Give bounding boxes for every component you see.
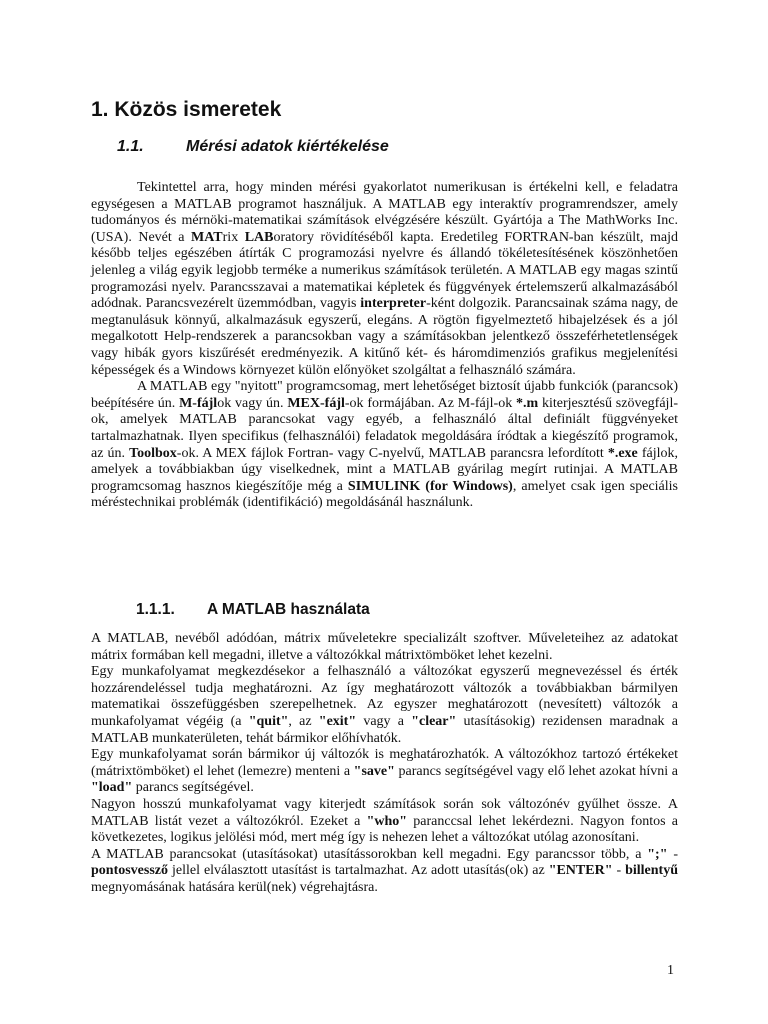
text-run: vagy a xyxy=(356,713,412,729)
text-run: ok vagy ún. xyxy=(217,395,288,411)
text-run: parancs segítségével. xyxy=(132,780,254,796)
section-number: 1.1. xyxy=(117,138,144,155)
text-run: megnyomásának hatására kerül(nek) végrehajtásra. xyxy=(91,879,378,895)
text-run: jellel elválasztott utasítást is tartalmazhat. Az adott utasítás(ok) az xyxy=(168,863,549,879)
text-run: Nagyon hosszú munkafolyamat vagy kiterjedt számítások során sok változónév gyűlhet össze. A MATLAB listát vezet a változókról. Ezeket a xyxy=(91,796,678,829)
text-run: Egy munkafolyamat megkezdésekor a felhasználó a változókat egyszerű megnevezéssel és érték hozzárendeléssel tudja meghatározni. Az így meghatározott változók a továbbiakban bármilyen matematikai összefüggésben szerepelhetnek. Az egyszer meghatározott (nevesített) változók a munkafolyamat végéig (a xyxy=(91,664,678,729)
bold-text: pontosvessző xyxy=(91,863,169,879)
text-run: Tekintettel arra, hogy minden mérési gyakorlatot numerikusan is értékelni kell, e feladatra egységesen a MATLAB programot használjuk. A MATLAB egy interaktív programrendszer, amely tudományos és mérnöki-matematikai számítások elvégzésére készült. Gyártója a The MathWorks Inc. (USA). Nevét a xyxy=(91,180,678,245)
text-run: , amelyet csak igen speciális méréstechnikai problémák (identifikáció) megoldásánál használunk. xyxy=(91,478,679,511)
subsection-title: A MATLAB használata xyxy=(207,601,370,618)
bold-text: "clear" xyxy=(411,713,457,729)
bold-text: ";" xyxy=(647,846,668,862)
text-run: A MATLAB egy "nyitott" programcsomag, mert lehetőséget biztosít újabb funkciók (parancsok) beépítésére ún. xyxy=(91,379,678,411)
bold-text: LAB xyxy=(244,229,274,245)
text-run: parancs segítségével vagy elő lehet azokat hívni a xyxy=(394,763,678,779)
bold-text: Toolbox xyxy=(129,445,177,461)
text-run: utasításokig) rezidensen maradnak a MATLAB munkaterületen, tehát bármikor előhívhatók. xyxy=(91,713,679,746)
bold-text: "exit" xyxy=(318,713,357,729)
text-run: , az xyxy=(288,713,319,729)
text-run: -ként dolgozik. Parancsainak száma nagy, de megtanulásuk könnyű, alkalmazásuk egyszerű, elegáns. A rögtön figyelmeztető hibajelzések és a jól megalkotott Help-rendszerek a parancsokban vagy a számításokban jelentkező összeférhetetlenségek vagy hibák gyors kiszűrését eredményezik. A kitűnő két- és háromdimenziós grafikus megjelenítési képességek és a Windows környezet külön előnyöket szolgáltat a felhasználó számára. xyxy=(91,296,678,378)
variables-paragraph xyxy=(91,664,678,747)
bold-text: M-fájl xyxy=(179,395,218,411)
subsection-number: 1.1.1. xyxy=(136,601,175,618)
subsection-body xyxy=(91,631,678,897)
bold-text: "who" xyxy=(366,813,408,829)
bold-text: MAT xyxy=(191,229,223,245)
text-run: - xyxy=(612,863,626,879)
bold-text: "save" xyxy=(353,763,395,779)
text-run: -ok formájában. Az M-fájl-ok xyxy=(344,395,517,411)
who-paragraph xyxy=(91,797,678,847)
bold-text: interpreter xyxy=(360,296,427,312)
bold-text: "load" xyxy=(91,780,133,796)
bold-text: billentyű xyxy=(625,863,678,879)
bold-text: "ENTER" xyxy=(548,863,613,879)
text-run: paranccsal lehet lekérdezni. Nagyon fontos a következetes, logikus jelölési mód, mert még így is nehezen lehet a változókat utólag azonosítani. xyxy=(91,813,678,846)
command-line-paragraph xyxy=(91,847,678,897)
text-run: A MATLAB parancsokat (utasításokat) utasítássorokban kell megadni. Egy parancssor több, a xyxy=(91,846,648,862)
matrix-paragraph: A MATLAB, nevéből adódóan, mátrix műveletekre specializált szoftver. Műveleteihez az adatokat mátrix formában kell megadni, illetve a változókkal mátrixtömböket lehet kezelni. xyxy=(91,631,678,663)
text-run: fájlok, amelyek a továbbiakban úgy viselkednek, mint a MATLAB gyárilag megírt rutinjai. A MATLAB programcsomag hasznos kiegészítője még a xyxy=(91,445,679,494)
bold-text: "quit" xyxy=(248,713,289,729)
bold-text: *.m xyxy=(516,395,539,411)
subsection-heading xyxy=(136,601,370,619)
section-heading xyxy=(117,138,389,156)
text-run: rix xyxy=(222,229,245,245)
save-load-paragraph xyxy=(91,747,678,797)
bold-text: *.exe xyxy=(607,445,638,461)
section-title: Mérési adatok kiértékelése xyxy=(186,138,389,155)
text-run: oratory rövidítéséből kapta. Eredetileg FORTRAN-ban készült, majd később teljes egészében átírták C programozási nyelvre és állandó tökéletesítésének köszönhetően jelenleg a világ egyik legjobb terméke a numerikus számítások területén. A MATLAB egy magas szintű programozási nyelv. Parancsszavai a matematikai képletek és függvények értelemszerű alkalmazásából adódnak. Parancsvezérelt üzemmódban, vagyis xyxy=(91,229,678,312)
section-body xyxy=(91,180,678,512)
bold-text: MEX-fájl xyxy=(287,395,345,411)
bold-text: SIMULINK (for Windows) xyxy=(347,478,513,494)
intro-paragraph xyxy=(91,180,678,379)
chapter-heading: 1. Közös ismeretek xyxy=(91,98,282,121)
text-run: - xyxy=(667,846,678,862)
text-run: kiterjesztésű szövegfájl-ok, amelyek MATLAB parancsokat vagy egyéb, a felhasználó által definiált függvényeket tartalmazhatnak. Ilyen specifikus (felhasználói) feladatok megoldására íródtak a kiegészítő programok, az ún. xyxy=(91,395,678,461)
page-number: 1 xyxy=(667,963,674,978)
open-package-paragraph xyxy=(91,379,678,512)
text-run: -ok. A MEX fájlok Fortran- vagy C-nyelvű, MATLAB parancsra lefordított xyxy=(176,445,608,461)
text-run: Egy munkafolyamat során bármikor új változók is meghatározhatók. A változókhoz tartozó értékeket (mátrixtömböket) el lehet (lemezre) menteni a xyxy=(91,747,678,779)
